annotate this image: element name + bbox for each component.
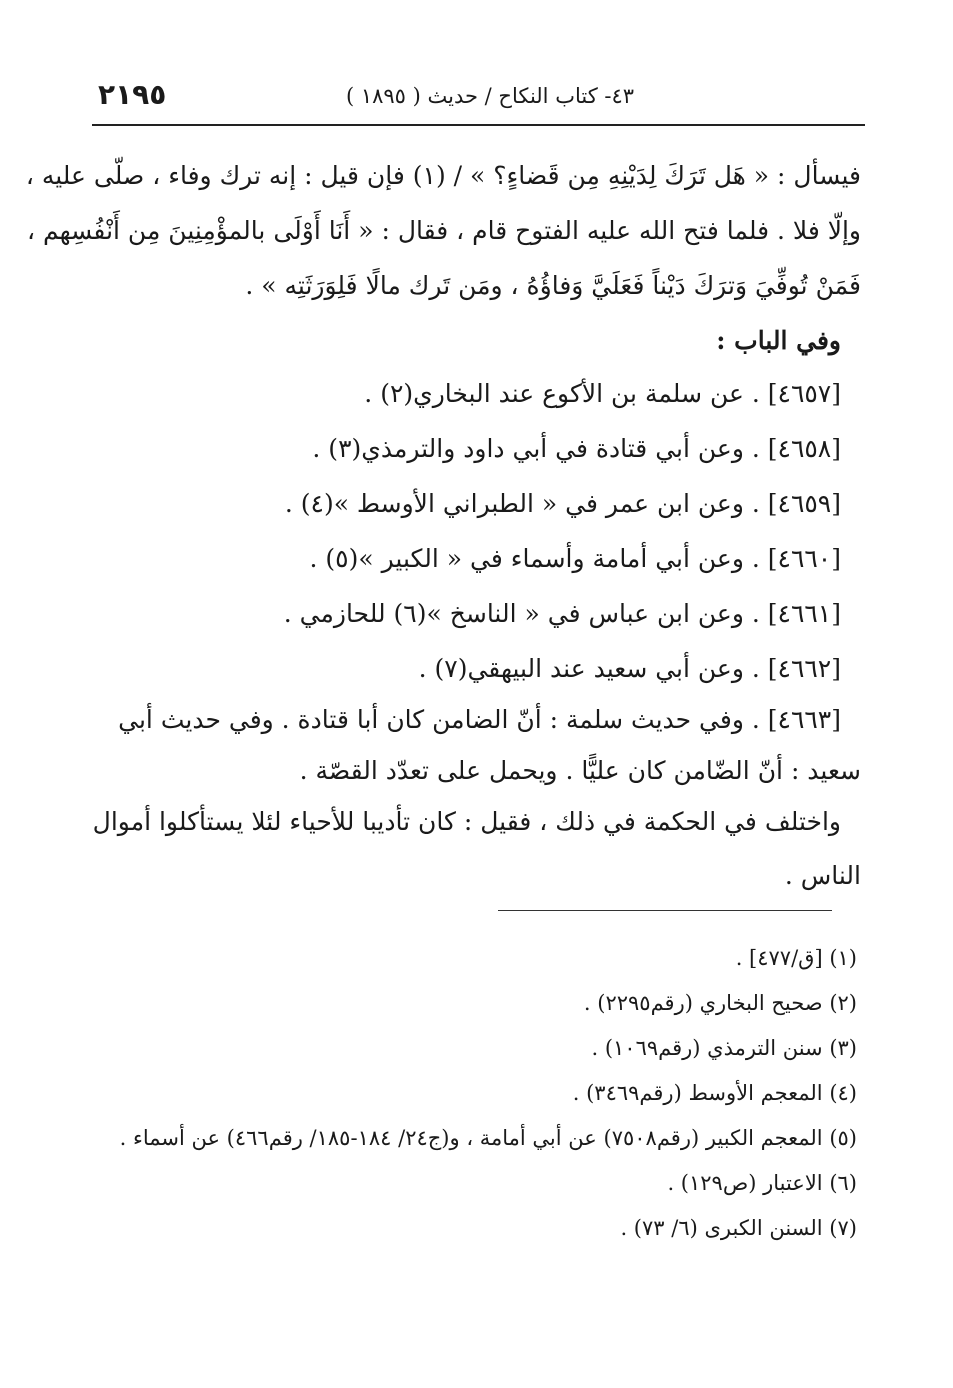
bab-item-4661: [٤٦٦١] . وعن ابن عباس في « الناسخ »(٦) للحازمي .	[283, 599, 841, 628]
bab-item-4659: [٤٦٥٩] . وعن ابن عمر في « الطبراني الأوسط »(٤) .	[284, 489, 841, 518]
bab-item-4658: [٤٦٥٨] . وعن أبي قتادة في أبي داود والترمذي(٣) .	[312, 434, 841, 463]
footnote-separator	[498, 910, 832, 911]
footnote-5: (٥) المعجم الكبير (رقم٧٥٠٨) عن أبي أمامة ، و(ج٢٤/ ١٨٤-١٨٥/ رقم٤٦٦) عن أسماء .	[119, 1126, 857, 1150]
bab-item-4663-line1: [٤٦٦٣] . وفي حديث سلمة : أنّ الضامن كان أبا قتادة . وفي حديث أبي	[118, 705, 841, 734]
bab-item-4662: [٤٦٦٢] . وعن أبي سعيد عند البيهقي(٧) .	[418, 654, 841, 683]
section-heading: وفي الباب :	[716, 326, 841, 355]
closing-paragraph-line1: واختلف في الحكمة في ذلك ، فقيل : كان تأديبا للأحياء لئلا يستأكلوا أموال	[92, 807, 841, 836]
closing-paragraph-line2: الناس .	[784, 861, 861, 890]
bab-item-4663-line2: سعيد : أنّ الضّامن كان عليًّا . ويحمل على تعدّد القصّة .	[299, 756, 861, 785]
footnote-1: (١) [ق/٤٧٧] .	[735, 946, 857, 970]
bab-item-4660: [٤٦٦٠] . وعن أبي أمامة وأسماء في « الكبير »(٥) .	[309, 544, 841, 573]
body-line-3: فَمَنْ تُوفِّيَ وَترَكَ دَيْناً فَعَلَيَّ وَفاؤُهُ ، ومَن تَرك مالًا فَلِوَرَثَتِه » .	[245, 271, 861, 300]
page-number: ٢١٩٥	[98, 78, 167, 111]
footnote-4: (٤) المعجم الأوسط (رقم٣٤٦٩) .	[572, 1081, 857, 1105]
header-rule	[92, 124, 865, 126]
body-line-1: فيسأل : « هَل تَرَكَ لِدَيْنِهِ مِن قَضاءٍ؟ » / (١) فإن قيل : إنه ترك وفاء ، صلّى عليه ،	[25, 161, 861, 190]
bab-item-4657: [٤٦٥٧] . عن سلمة بن الأكوع عند البخاري(٢) .	[364, 379, 841, 408]
footnote-2: (٢) صحيح البخاري (رقم٢٢٩٥) .	[583, 991, 857, 1015]
body-line-2: وإلّا فلا . فلما فتح الله عليه الفتوح قام ، فقال : « أَنَا أَوْلَى بالمؤْمِنِينَ مِن أَنْفُسِهم ،	[26, 216, 861, 245]
footnote-3: (٣) سنن الترمذي (رقم١٠٦٩) .	[591, 1036, 857, 1060]
footnote-6: (٦) الاعتبار (ص١٢٩) .	[667, 1171, 857, 1195]
running-title: ٤٣- كتاب النكاح / حديث ( ١٨٩٥ )	[345, 84, 635, 108]
footnote-7: (٧) السنن الكبرى (٦/ ٧٣) .	[620, 1216, 857, 1240]
